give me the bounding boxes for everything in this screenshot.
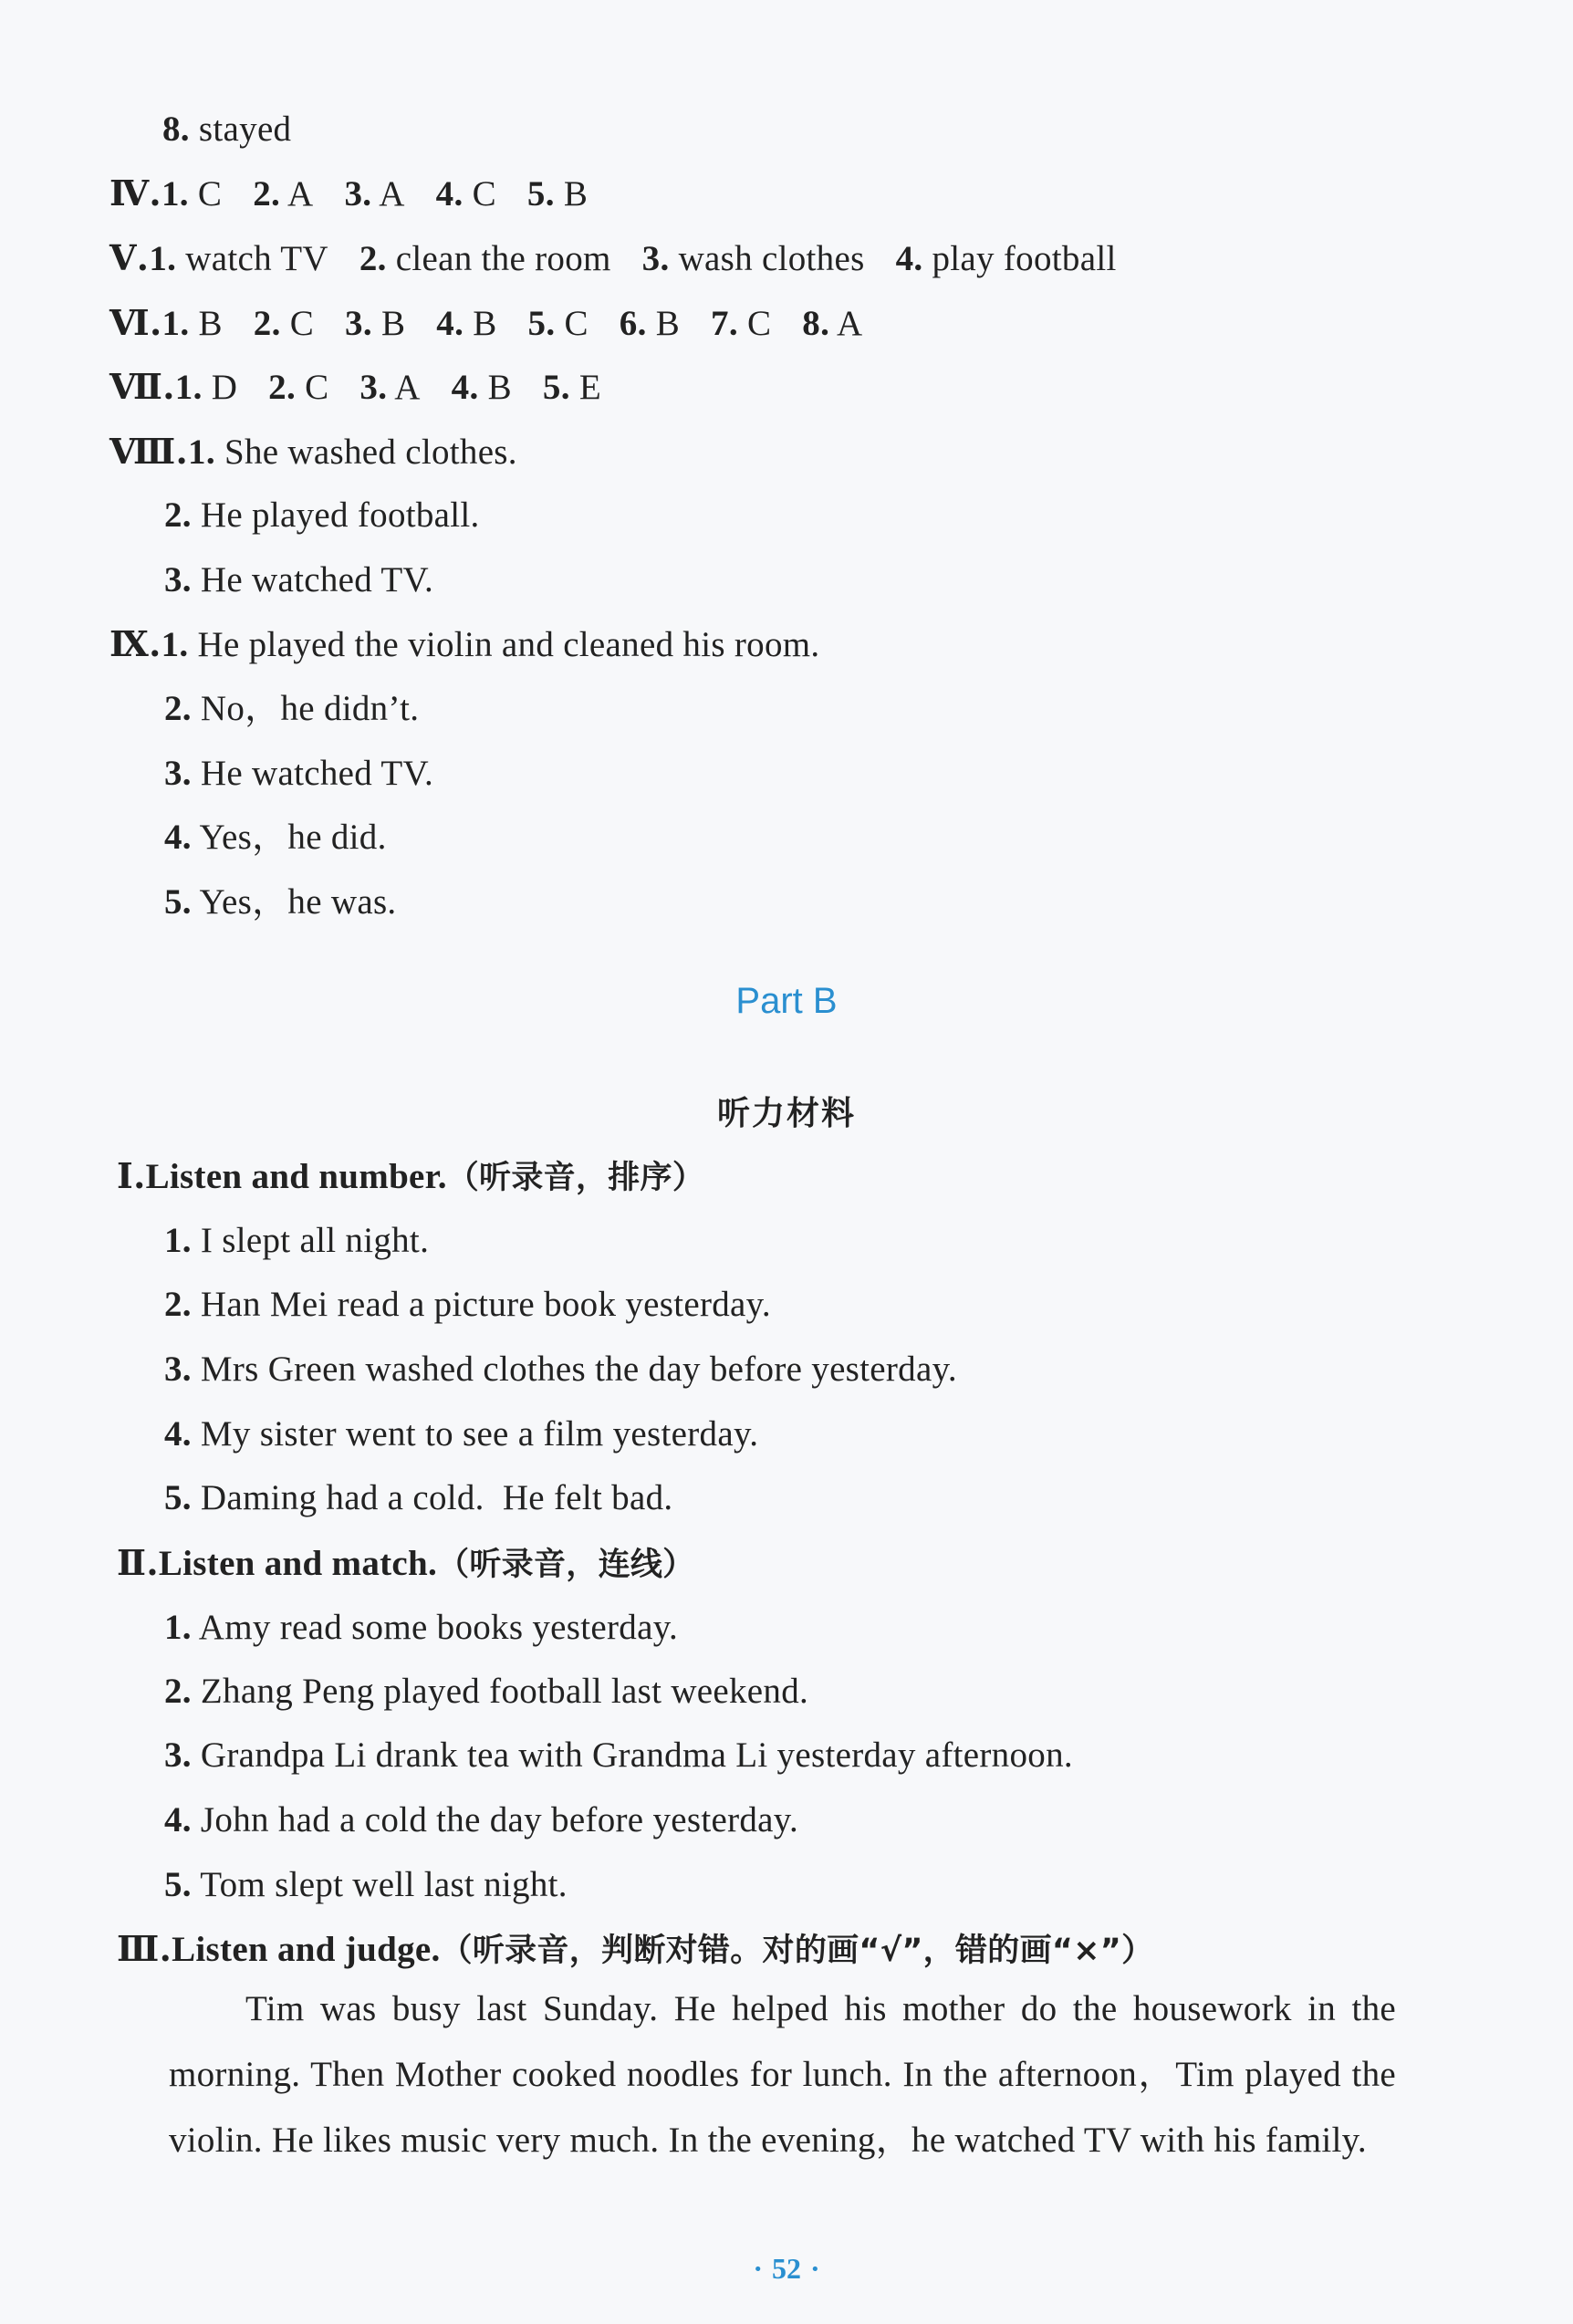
answer-text: C bbox=[564, 304, 589, 343]
answer-text: C bbox=[746, 304, 772, 343]
item-number: 1. bbox=[149, 239, 177, 278]
script-text: Daming had a cold. He felt bad. bbox=[200, 1478, 673, 1517]
page-number bbox=[0, 2252, 1573, 2286]
item-number: 4. bbox=[435, 174, 464, 214]
heading-chinese: （听录音，连线） bbox=[437, 1547, 695, 1583]
item-number: 7. bbox=[711, 304, 738, 343]
item-number: 2. bbox=[253, 174, 281, 214]
item-number: 1. bbox=[174, 368, 203, 407]
page-number-dot-left: · bbox=[753, 2252, 763, 2285]
answer-text: clean the room bbox=[395, 239, 611, 278]
roman-numeral: Ⅱ. bbox=[117, 1542, 159, 1583]
script-text: I slept all night. bbox=[200, 1221, 430, 1260]
script-text: Tom slept well last night. bbox=[200, 1865, 568, 1904]
answer-text: D bbox=[211, 368, 238, 407]
answer-text: He watched TV. bbox=[200, 754, 434, 793]
section-ix-answer-2 bbox=[164, 687, 419, 731]
heading-chinese: （听录音，判断对错。对的画“√”，错的画“×”） bbox=[440, 1933, 1154, 1969]
item-number: 3. bbox=[164, 754, 192, 793]
heading-english: Listen and match. bbox=[158, 1544, 438, 1583]
answer-text: A bbox=[286, 174, 314, 214]
answer-text: He played the violin and cleaned his room. bbox=[197, 625, 820, 664]
listening-1-item-2 bbox=[164, 1283, 771, 1327]
item-number: 5. bbox=[164, 1865, 192, 1904]
answer-text: B bbox=[198, 304, 223, 343]
answer-text: wash clothes bbox=[678, 239, 865, 278]
listening-heading-2 bbox=[117, 1541, 694, 1587]
answer-text: Yes，he did. bbox=[199, 818, 387, 857]
item-number: 2. bbox=[268, 368, 297, 407]
answer-text: A bbox=[394, 368, 421, 407]
listening-heading-1 bbox=[117, 1154, 704, 1200]
section-vi-answers bbox=[109, 301, 894, 346]
section-viii-answer-2 bbox=[164, 494, 480, 537]
item-number: 4. bbox=[164, 1414, 192, 1454]
roman-numeral: Ⅴ. bbox=[109, 237, 150, 278]
heading-english: Listen and number. bbox=[145, 1157, 447, 1196]
item-number: 4. bbox=[451, 368, 479, 407]
heading-chinese: （听录音，排序） bbox=[446, 1160, 705, 1196]
listening-2-item-5 bbox=[164, 1863, 568, 1907]
heading-english: Listen and judge. bbox=[172, 1930, 441, 1969]
item-number: 2. bbox=[359, 239, 387, 278]
item-number: 4. bbox=[164, 818, 192, 857]
answer-text: B bbox=[563, 174, 589, 214]
answer-text: play football bbox=[932, 239, 1117, 278]
answer-line-8 bbox=[162, 108, 291, 151]
item-number: 4. bbox=[436, 304, 464, 343]
answer-text: C bbox=[197, 174, 223, 214]
item-number: 1. bbox=[164, 1221, 192, 1260]
section-ix-answer-4 bbox=[164, 816, 387, 860]
item-number: 1. bbox=[188, 432, 215, 472]
item-number: 6. bbox=[619, 304, 647, 343]
listening-1-item-5 bbox=[164, 1476, 672, 1520]
section-ix-answer-1 bbox=[109, 622, 819, 667]
roman-numeral: Ⅶ. bbox=[109, 366, 175, 407]
roman-numeral: Ⅷ. bbox=[109, 431, 189, 472]
roman-numeral: Ⅲ. bbox=[117, 1928, 172, 1969]
item-number: 3. bbox=[345, 304, 372, 343]
item-number: 8. bbox=[802, 304, 830, 343]
part-title: Part B bbox=[735, 981, 838, 1021]
listening-1-item-3 bbox=[164, 1348, 957, 1391]
item-number: 2. bbox=[253, 304, 281, 343]
listening-1-item-4 bbox=[164, 1412, 758, 1456]
section-ix-answer-3 bbox=[164, 752, 433, 796]
item-number: 4. bbox=[895, 239, 923, 278]
answer-text: B bbox=[473, 304, 497, 343]
answer-text: B bbox=[655, 304, 681, 343]
page-number-value: 52 bbox=[772, 2252, 801, 2285]
item-number: 5. bbox=[542, 368, 570, 407]
answer-text: C bbox=[472, 174, 496, 214]
script-text: John had a cold the day before yesterday. bbox=[200, 1800, 799, 1839]
answer-text: watch TV bbox=[185, 239, 328, 278]
answer-text: B bbox=[487, 368, 512, 407]
item-number: 8. bbox=[162, 109, 190, 149]
item-number: 1. bbox=[161, 174, 189, 214]
item-number: 3. bbox=[359, 368, 388, 407]
answer-text: B bbox=[380, 304, 406, 343]
answer-text: stayed bbox=[198, 109, 292, 149]
answer-text: A bbox=[379, 174, 405, 214]
script-text: Zhang Peng played football last weekend. bbox=[200, 1672, 809, 1711]
listening-heading-3 bbox=[117, 1927, 1153, 1973]
answer-text: C bbox=[305, 368, 329, 407]
section-viii-answer-1 bbox=[109, 430, 517, 474]
item-number: 3. bbox=[164, 560, 192, 599]
item-number: 3. bbox=[344, 174, 372, 214]
answer-text: She washed clothes. bbox=[224, 432, 517, 472]
listening-1-item-1 bbox=[164, 1219, 429, 1263]
script-text: My sister went to see a film yesterday. bbox=[200, 1414, 759, 1454]
item-number: 2. bbox=[164, 495, 192, 535]
item-number: 5. bbox=[164, 1478, 192, 1517]
item-number: 3. bbox=[641, 239, 670, 278]
answer-text: He watched TV. bbox=[200, 560, 434, 599]
script-text: Amy read some books yesterday. bbox=[198, 1608, 679, 1647]
section-vii-answers bbox=[109, 365, 632, 410]
page-number-dot-right: · bbox=[810, 2252, 820, 2285]
listening-2-item-3 bbox=[164, 1734, 1073, 1777]
section-viii-answer-3 bbox=[164, 558, 433, 602]
answer-text: He played football. bbox=[200, 495, 480, 535]
item-number: 4. bbox=[164, 1800, 192, 1839]
section-v-answers bbox=[109, 236, 1148, 281]
listening-3-paragraph: Tim was busy last Sunday. He helped his mother do the housework in the morning. Then Mother cooked noodles for lunch. In the afternoon，Tim played the violin. He likes music very much. In the evening，he watched TV with his family. bbox=[169, 1989, 1396, 2160]
item-number: 5. bbox=[527, 304, 556, 343]
section-title: 听力材料 bbox=[716, 1095, 856, 1132]
item-number: 5. bbox=[526, 174, 555, 214]
section-iv-answers bbox=[109, 172, 619, 216]
answer-text: No，he didn’t. bbox=[200, 689, 420, 728]
section-ix-answer-5 bbox=[164, 881, 396, 924]
script-text: Han Mei read a picture book yesterday. bbox=[200, 1285, 771, 1324]
item-number: 2. bbox=[164, 1285, 192, 1324]
item-number: 1. bbox=[161, 304, 190, 343]
item-number: 3. bbox=[164, 1735, 192, 1775]
item-number: 2. bbox=[164, 1672, 192, 1711]
script-text: Grandpa Li drank tea with Grandma Li yesterday afternoon. bbox=[200, 1735, 1073, 1775]
answer-text: A bbox=[837, 304, 863, 343]
roman-numeral: Ⅸ. bbox=[109, 623, 161, 664]
answer-text: Yes，he was. bbox=[199, 882, 397, 922]
roman-numeral: Ⅳ. bbox=[109, 172, 161, 214]
listening-2-item-2 bbox=[164, 1670, 808, 1714]
item-number: 3. bbox=[164, 1350, 192, 1389]
item-number: 5. bbox=[164, 882, 192, 922]
script-text: Mrs Green washed clothes the day before yesterday. bbox=[200, 1350, 957, 1389]
item-number: 1. bbox=[164, 1608, 192, 1647]
item-number: 1. bbox=[161, 625, 189, 664]
answer-text: C bbox=[289, 304, 315, 343]
answer-text: E bbox=[578, 368, 601, 407]
listening-2-item-1 bbox=[164, 1606, 678, 1650]
item-number: 2. bbox=[164, 689, 192, 728]
roman-numeral: Ⅵ. bbox=[109, 302, 162, 343]
roman-numeral: Ⅰ. bbox=[117, 1155, 146, 1196]
listening-2-item-4 bbox=[164, 1798, 798, 1842]
